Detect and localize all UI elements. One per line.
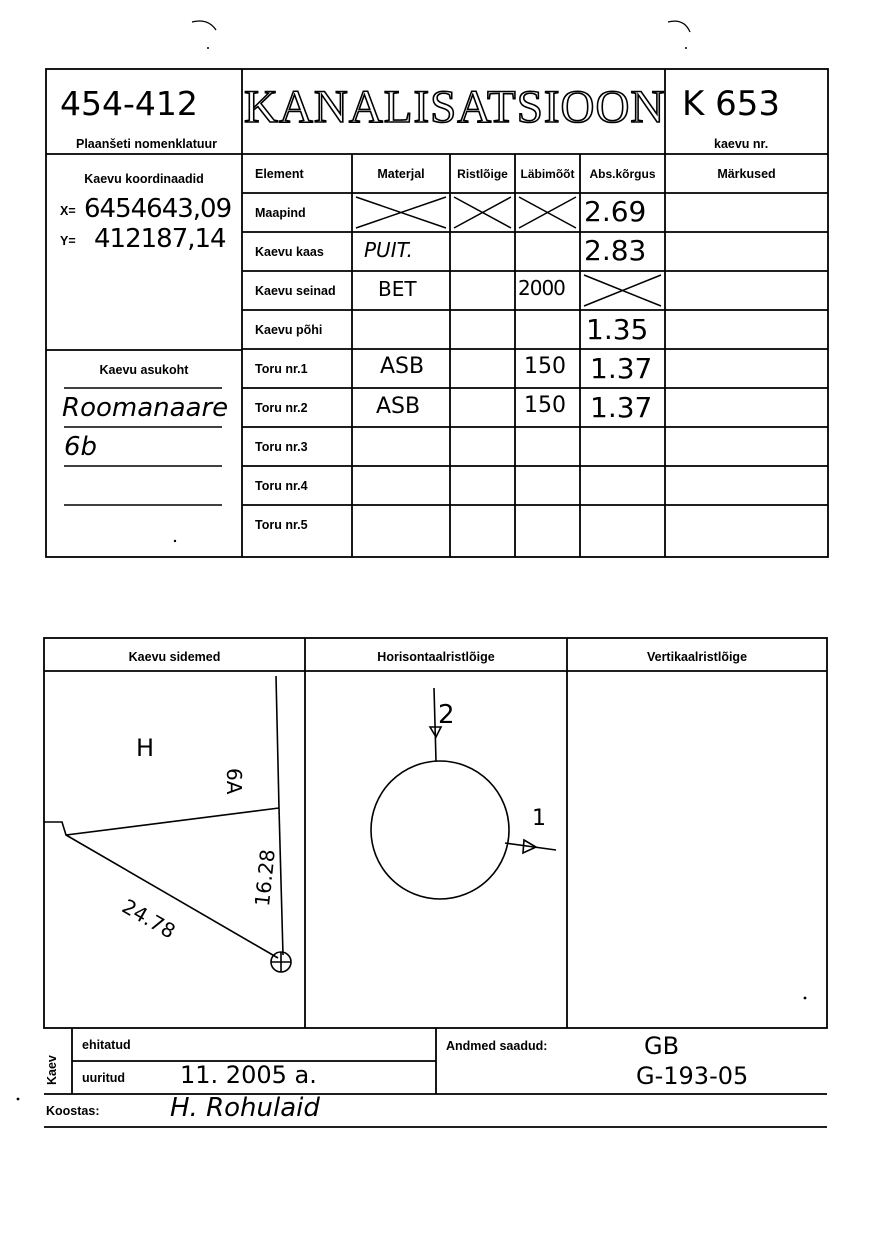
- section-horizontal-title: Horisontaalristlõige: [377, 650, 495, 664]
- table-row-element: Kaevu seinad: [255, 284, 336, 298]
- author-value: H. Rohulaid: [170, 1093, 320, 1123]
- table-row-height: 2.83: [584, 234, 647, 267]
- table-row-diameter: 2000: [518, 276, 565, 300]
- table-row-element: Toru nr.2: [255, 401, 308, 415]
- nomenclature-value: 454-412: [60, 84, 198, 123]
- data-source-value2: G-193-05: [636, 1062, 749, 1090]
- location-line2: 6b: [64, 432, 98, 462]
- y-coordinate: 412187,14: [94, 224, 226, 254]
- well-number-value: K 653: [682, 84, 780, 124]
- col-abs-height: Abs.kõrgus: [589, 167, 656, 181]
- footer-side-label: Kaev: [45, 1055, 59, 1085]
- table-row-material: ASB: [376, 394, 421, 419]
- table-row-diameter: 150: [524, 393, 566, 418]
- x-prefix: X=: [60, 204, 76, 218]
- table-row-element: Maapind: [255, 206, 306, 220]
- table-row-element: Toru nr.4: [255, 479, 308, 493]
- col-diameter: Läbimõõt: [520, 167, 575, 181]
- section-ties-title: Kaevu sidemed: [128, 650, 221, 664]
- surveyed-label: uuritud: [82, 1071, 126, 1085]
- sketch-house-label: H: [136, 734, 155, 762]
- x-coordinate: 6454643,09: [84, 194, 232, 224]
- form-title: KANALISATSIOON: [244, 81, 666, 133]
- coords-label: Kaevu koordinaadid: [84, 172, 204, 186]
- col-notes: Märkused: [717, 167, 776, 181]
- nomenclature-label: Plaanšeti nomenklatuur: [76, 137, 218, 151]
- col-cross-section: Ristlõige: [457, 167, 508, 181]
- sketch-pipe2-label: 2: [438, 700, 455, 730]
- sketch-house-number: 6A: [222, 768, 246, 795]
- table-row-height: 1.37: [590, 352, 653, 385]
- data-source-value1: GB: [644, 1032, 680, 1060]
- table-row-element: Toru nr.1: [255, 362, 308, 376]
- surveyed-value: 11. 2005 a.: [180, 1061, 317, 1089]
- table-row-height: 1.35: [586, 313, 649, 346]
- table-row-height: 2.69: [584, 195, 647, 228]
- sketch-pipe1-label: 1: [532, 806, 546, 831]
- col-material: Materjal: [377, 167, 425, 181]
- sketch-distance-a: 16.28: [250, 848, 280, 908]
- col-element: Element: [255, 167, 304, 181]
- y-prefix: Y=: [60, 234, 76, 248]
- table-row-element: Toru nr.3: [255, 440, 308, 454]
- table-row-element: Toru nr.5: [255, 518, 308, 532]
- well-number-label: kaevu nr.: [714, 137, 769, 151]
- table-row-element: Kaevu kaas: [255, 245, 324, 259]
- built-label: ehitatud: [82, 1038, 131, 1052]
- table-row-material: PUIT.: [364, 238, 413, 262]
- table-row-height: 1.37: [590, 391, 653, 424]
- section-vertical-title: Vertikaalristlõige: [646, 650, 748, 664]
- table-row-element: Kaevu põhi: [255, 323, 323, 337]
- table-row-material: BET: [378, 277, 417, 301]
- location-label: Kaevu asukoht: [99, 363, 189, 377]
- author-label: Koostas:: [46, 1104, 100, 1118]
- table-row-material: ASB: [380, 354, 425, 379]
- data-source-label: Andmed saadud:: [446, 1039, 548, 1053]
- sketch-distance-b: 24.78: [118, 894, 180, 944]
- table-row-diameter: 150: [524, 354, 566, 379]
- location-line1: Roomanaare: [62, 393, 229, 423]
